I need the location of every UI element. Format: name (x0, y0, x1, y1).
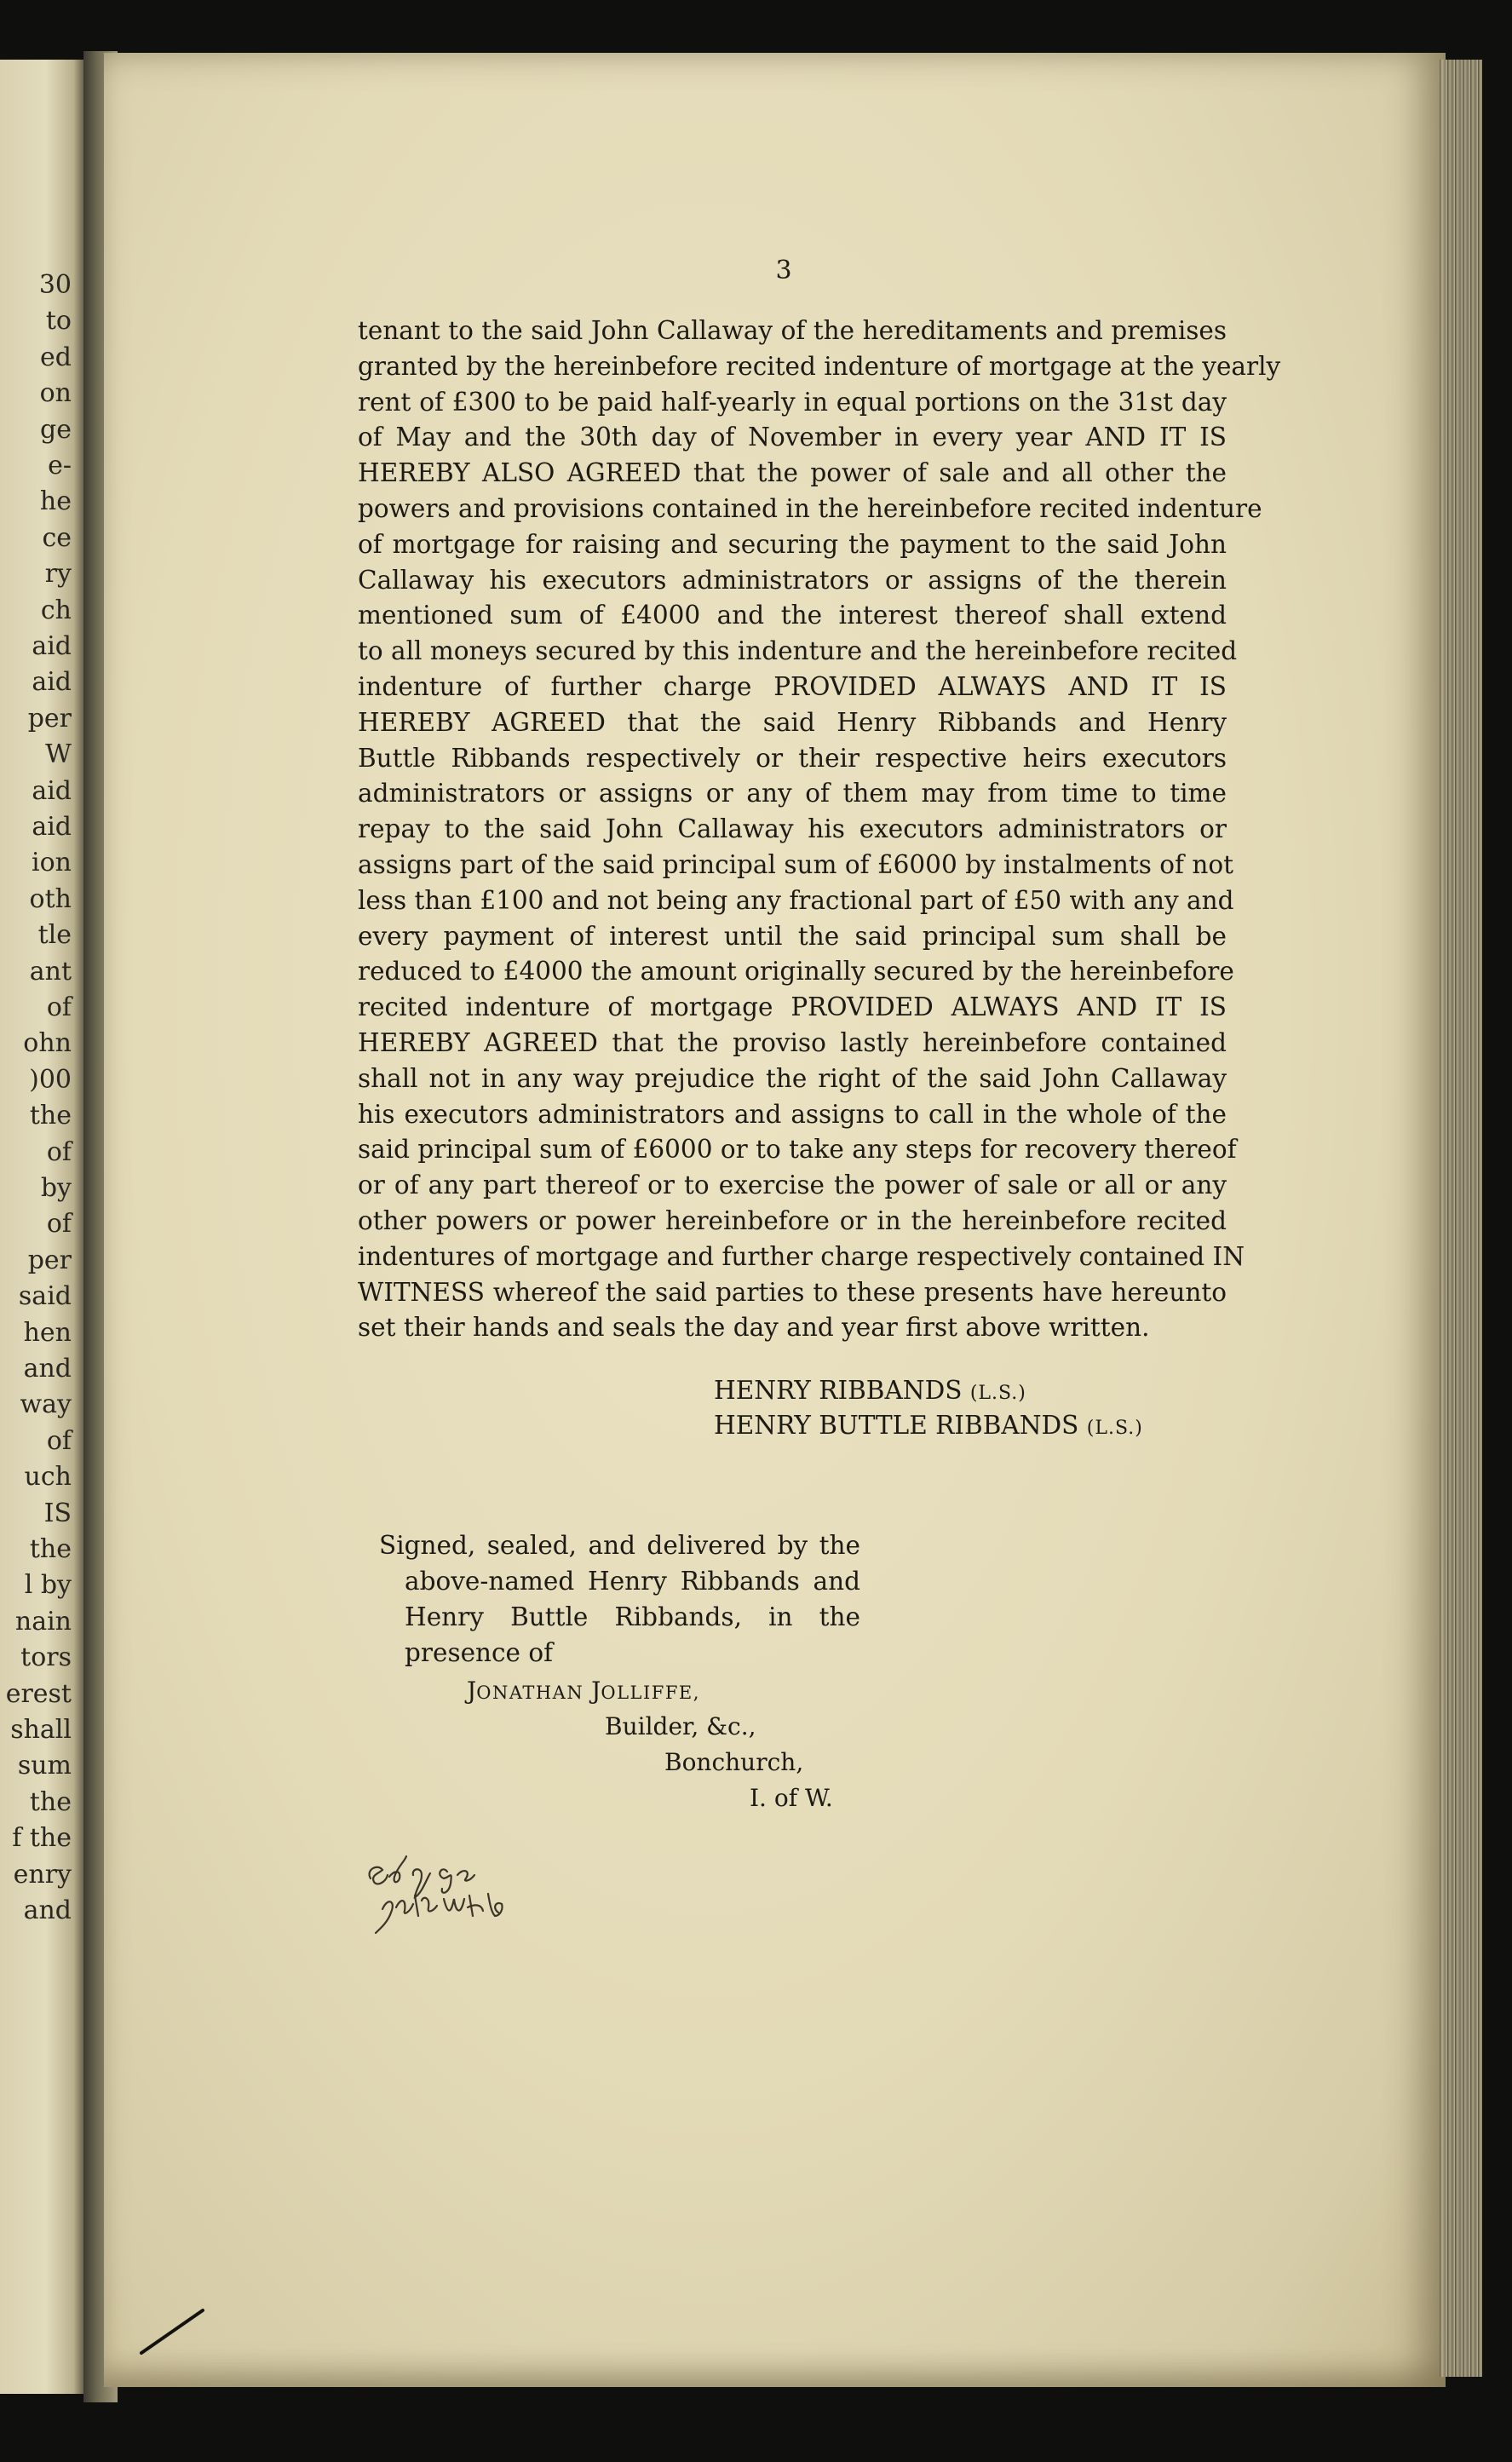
deed-body-text (358, 314, 1281, 1346)
left-page-fragment: ion (32, 848, 72, 878)
deed-text-line: assigns part of the said principal sum of £6000 by instalments of not (358, 849, 1233, 879)
left-page-fragment: aid (32, 631, 72, 661)
attestation-line: above-named Henry Ribbands and (405, 1567, 860, 1596)
left-page-fragment: to (45, 306, 72, 337)
deed-text-line: recited indenture of mortgage PROVIDED ALWAYS AND IT IS (358, 992, 1227, 1022)
seal-mark: (L.S.) (969, 1383, 1026, 1404)
deed-text-line: indenture of further charge PROVIDED ALWAYS AND IT IS (358, 671, 1227, 701)
left-page-fragment: ohn (23, 1028, 72, 1059)
left-page-fragment: oth (29, 883, 72, 914)
deed-text-line: set their hands and seals the day and year first above written. (358, 1313, 1150, 1343)
deed-text-line: powers and provisions contained in the hereinbefore recited indenture (358, 493, 1262, 523)
left-page-fragment: f the (12, 1823, 72, 1854)
left-page-fragment: tors (20, 1642, 72, 1673)
deed-text-line: HEREBY AGREED that the proviso lastly hereinbefore contained (358, 1027, 1227, 1057)
left-page-fragment: hen (23, 1317, 72, 1348)
left-page-fragment: enry (13, 1859, 72, 1890)
signature-line-2 (714, 1411, 1143, 1440)
left-page-fragment: nain (14, 1606, 72, 1637)
deed-text-line: repay to the said John Callaway his executors administrators or (358, 814, 1227, 844)
handwritten-annotation (362, 1844, 558, 1938)
witness-place: Bonchurch, (664, 1748, 804, 1776)
left-page-fragment: and (23, 1354, 72, 1383)
witness-occupation: Builder, &c., (605, 1712, 756, 1740)
deed-text-line: reduced to £4000 the amount originally secured by the hereinbefore (358, 957, 1234, 987)
left-page-fragment: of (46, 992, 72, 1022)
witness-name (467, 1677, 700, 1705)
left-page-fragment: the (29, 1534, 72, 1564)
deed-text-line: his executors administrators and assigns to call in the whole of the (358, 1099, 1227, 1129)
deed-text-line: granted by the hereinbefore recited indenture of mortgage at the yearly (358, 351, 1281, 381)
deed-text-line: administrators or assigns or any of them may from time to time (358, 779, 1227, 808)
deed-text-line: of May and the 30th day of November in every year AND IT IS (358, 423, 1227, 452)
left-page-fragment: per (27, 1245, 72, 1275)
left-page-fragment: on (39, 378, 72, 409)
deed-text-line: HEREBY AGREED that the said Henry Ribbands and Henry (358, 707, 1227, 737)
deed-text-line: rent of £300 to be paid half-yearly in equal portions on the 31st day (358, 387, 1227, 417)
witness-initial: J (467, 1677, 477, 1705)
left-page-fragment: the (29, 1101, 72, 1131)
deed-text-line: less than £100 and not being any fractional part of £50 with any and (358, 885, 1234, 915)
witness-region: I. of W. (750, 1784, 833, 1812)
left-page-fragment: IS (43, 1498, 72, 1528)
deed-text-line: indentures of mortgage and further charge respectively contained IN (358, 1241, 1245, 1271)
witness-name-part: OLLIFFE, (601, 1683, 700, 1703)
pen-stroke-mark (136, 2292, 213, 2360)
deed-text-line: tenant to the said John Callaway of the hereditaments and premises (358, 316, 1227, 345)
deed-text-line: to all moneys secured by this indenture and the hereinbefore recited (358, 636, 1238, 666)
left-page-fragment: by (40, 1173, 72, 1203)
left-page-fragment: 30 (38, 270, 72, 300)
left-page-fragment: )00 (29, 1064, 72, 1095)
left-page-fragment: ce (42, 522, 72, 553)
deed-text-line: Buttle Ribbands respectively or their respective heirs executors (358, 743, 1227, 773)
left-page-fragment: he (39, 486, 72, 517)
deed-text-line: other powers or power hereinbefore or in the hereinbefore recited (358, 1205, 1227, 1235)
deed-text-line: said principal sum of £6000 or to take any steps for recovery thereof (358, 1135, 1237, 1165)
signatory-name: HENRY RIBBANDS (714, 1376, 963, 1405)
witness-name-part: ONATHAN (476, 1683, 584, 1703)
attestation-line: presence of (405, 1638, 554, 1667)
left-page-fragment: ry (44, 559, 72, 590)
attestation-clause (379, 1527, 860, 1671)
left-page-fragment: the (29, 1786, 72, 1817)
left-page-fragment: ant (29, 956, 72, 987)
left-page-fragment: sum (17, 1751, 72, 1781)
deed-text-line: every payment of interest until the said principal sum shall be (358, 921, 1227, 951)
left-page-fragment: ed (40, 342, 72, 372)
signatory-name: HENRY BUTTLE RIBBANDS (714, 1411, 1079, 1440)
page-number: 3 (775, 256, 792, 285)
deed-text-line: Callaway his executors administrators or assigns of the therein (358, 565, 1227, 595)
left-page-fragment: W (45, 739, 72, 770)
seal-mark: (L.S.) (1086, 1418, 1143, 1439)
left-page-fragment: and (23, 1895, 72, 1925)
left-page-fragment: ch (40, 595, 72, 625)
left-page-fragment: uch (24, 1462, 72, 1493)
left-page-fragment: said (18, 1281, 72, 1312)
attestation-line: Henry Buttle Ribbands, in the (405, 1602, 860, 1631)
left-page-fragment: tle (37, 920, 72, 951)
signature-line-1 (714, 1376, 1026, 1405)
left-page-edge (0, 60, 83, 2394)
left-page-fragment: erest (5, 1678, 72, 1709)
deed-text-line: HEREBY ALSO AGREED that the power of sale and all other the (358, 458, 1227, 488)
left-page-fragment: e- (48, 451, 72, 480)
left-page-fragment: per (27, 703, 72, 733)
left-page-fragment: shall (10, 1715, 72, 1745)
left-page-fragment: aid (32, 775, 72, 806)
left-page-fragment: aid (32, 667, 72, 698)
left-page-fragment: l by (24, 1570, 72, 1601)
deed-text-line: shall not in any way prejudice the right of the said John Callaway (358, 1063, 1227, 1093)
witness-initial: J (591, 1677, 601, 1705)
left-page-fragment: of (46, 1209, 72, 1240)
left-page-fragment: aid (32, 812, 72, 842)
left-page-fragment: way (20, 1389, 72, 1420)
deed-text-line: mentioned sum of £4000 and the interest thereof shall extend (358, 601, 1227, 630)
left-page-fragment: of (46, 1136, 72, 1167)
deed-text-line: WITNESS whereof the said parties to these presents have hereunto (358, 1277, 1227, 1307)
page-edges (1440, 60, 1482, 2377)
left-page-fragment: ge (40, 414, 72, 445)
deed-text-line: or of any part thereof or to exercise the power of sale or all or any (358, 1171, 1227, 1200)
deed-text-line: of mortgage for raising and securing the payment to the said John (358, 529, 1227, 559)
attestation-line: Signed, sealed, and delivered by the (379, 1531, 860, 1560)
left-page-fragment: of (46, 1425, 72, 1456)
